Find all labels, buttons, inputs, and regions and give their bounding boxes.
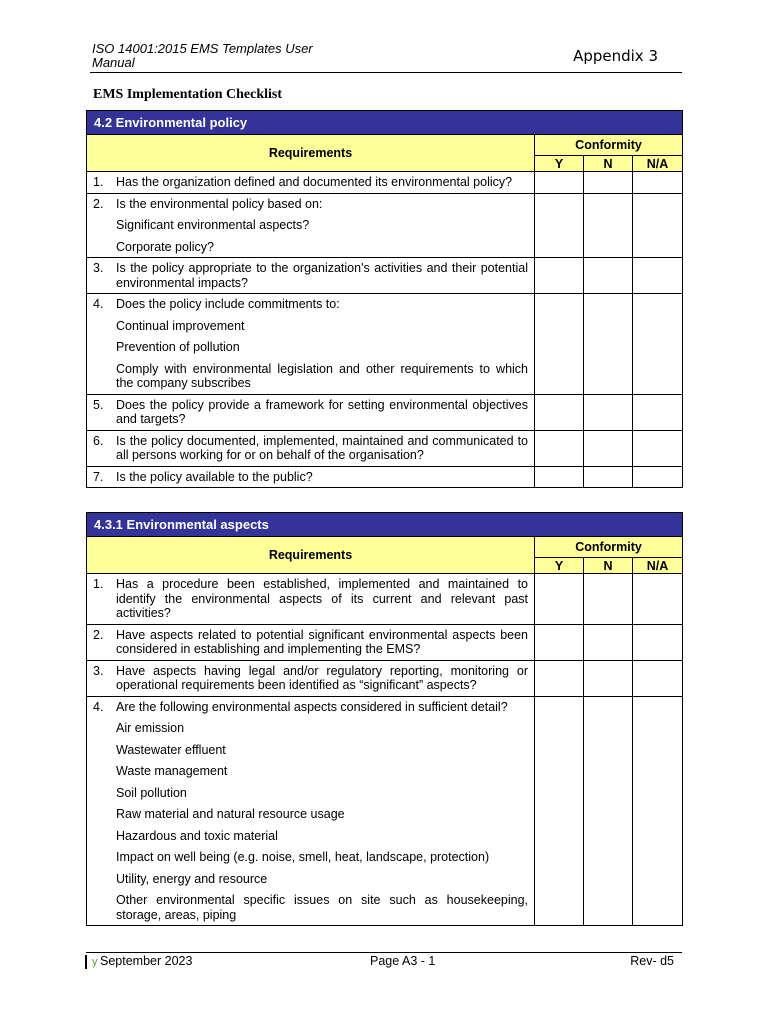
table-row [87, 466, 683, 488]
item-sub-point: Wastewater effluent [116, 742, 226, 757]
footer-page-number: Page A3 - 1 [370, 954, 436, 968]
footer-revision: Rev- d5 [630, 954, 674, 968]
table-row [87, 258, 683, 294]
conformity-n-cell[interactable] [584, 294, 633, 395]
conformity-na-cell[interactable] [633, 660, 683, 696]
conformity-n-cell[interactable] [584, 394, 633, 430]
item-number: 1. [93, 577, 104, 591]
document-title: EMS Implementation Checklist [93, 87, 282, 102]
item-question: Does the policy provide a framework for setting environmental objectives and targets? [116, 397, 528, 426]
conformity-y-cell[interactable] [535, 466, 584, 488]
requirement-cell [87, 394, 535, 430]
conformity-y-cell[interactable] [535, 430, 584, 466]
footer-date: September 2023 [100, 954, 193, 968]
conformity-n-cell[interactable] [584, 430, 633, 466]
conformity-y-cell[interactable] [535, 172, 584, 194]
item-number: 2. [93, 627, 104, 642]
conformity-y-cell[interactable] [535, 294, 584, 395]
item-number: 1. [93, 175, 104, 189]
col-header-na: N/A [633, 558, 683, 574]
item-sub-point: Utility, energy and resource [116, 871, 268, 886]
table-row [87, 624, 683, 660]
conformity-n-cell[interactable] [584, 258, 633, 294]
conformity-na-cell[interactable] [633, 193, 683, 258]
item-sub-point: Corporate policy? [116, 239, 214, 254]
conformity-n-cell[interactable] [584, 574, 633, 625]
col-header-y: Y [535, 558, 584, 574]
requirements-header: Requirements [87, 135, 535, 172]
requirement-cell [87, 258, 535, 294]
item-sub-point: Raw material and natural resource usage [116, 807, 345, 821]
page-header [90, 42, 682, 73]
item-sub-point: Hazardous and toxic material [116, 828, 278, 843]
table-row [87, 430, 683, 466]
item-number: 4. [93, 699, 104, 714]
table-row [87, 294, 683, 395]
item-sub-point: Comply with environmental legislation and other requirements to which the company subscribes [116, 361, 528, 390]
conformity-y-cell[interactable] [535, 394, 584, 430]
item-sub-point: Impact on well being (e.g. noise, smell, heat, landscape, protection) [116, 850, 490, 864]
table-row [87, 193, 683, 258]
item-question: Does the policy include commitments to: [116, 297, 340, 311]
item-sub-point: Prevention of pollution [116, 340, 240, 354]
conformity-na-cell[interactable] [633, 696, 683, 926]
conformity-y-cell[interactable] [535, 660, 584, 696]
requirement-cell [87, 574, 535, 625]
col-header-na: N/A [633, 156, 683, 172]
item-sub-point: Waste management [116, 764, 228, 778]
requirements-header: Requirements [87, 537, 535, 574]
item-question: Have aspects having legal and/or regulatory reporting, monitoring or operational requirements been identified as “significant” aspects? [116, 663, 528, 692]
table-row [87, 394, 683, 430]
header-manual-title: ISO 14001:2015 EMS Templates User Manual [92, 41, 313, 70]
item-number: 2. [93, 196, 104, 211]
conformity-n-cell[interactable] [584, 193, 633, 258]
page-footer [86, 952, 682, 969]
requirement-cell [87, 624, 535, 660]
footer-bar [85, 955, 87, 969]
conformity-na-cell[interactable] [633, 574, 683, 625]
item-number: 7. [93, 469, 104, 484]
conformity-na-cell[interactable] [633, 430, 683, 466]
checklist-table [86, 512, 683, 926]
footer-mark: y [92, 956, 98, 968]
item-sub-point: Continual improvement [116, 318, 245, 333]
item-question: Have aspects related to potential significant environmental aspects been considered in establishing and implementing the EMS? [116, 627, 528, 656]
item-number: 5. [93, 397, 104, 412]
conformity-na-cell[interactable] [633, 258, 683, 294]
conformity-y-cell[interactable] [535, 624, 584, 660]
conformity-na-cell[interactable] [633, 172, 683, 194]
table-row [87, 696, 683, 926]
requirement-cell [87, 696, 535, 926]
conformity-n-cell[interactable] [584, 696, 633, 926]
item-number: 6. [93, 433, 104, 448]
requirement-cell [87, 172, 535, 194]
item-number: 3. [93, 261, 104, 275]
conformity-n-cell[interactable] [584, 660, 633, 696]
item-question: Is the environmental policy based on: [116, 196, 323, 211]
checklist-table [86, 110, 683, 488]
table-row [87, 574, 683, 625]
section-title: 4.2 Environmental policy [87, 111, 683, 135]
requirement-cell [87, 660, 535, 696]
header-appendix-label: Appendix 3 [573, 47, 658, 65]
conformity-y-cell[interactable] [535, 574, 584, 625]
item-question: Has a procedure been established, implemented and maintained to identify the environmental aspects of its current and relevant past activities? [116, 577, 528, 620]
item-question: Are the following environmental aspects considered in sufficient detail? [116, 699, 508, 714]
conformity-na-cell[interactable] [633, 466, 683, 488]
item-sub-point: Air emission [116, 721, 185, 735]
table-row [87, 172, 683, 194]
requirement-cell [87, 430, 535, 466]
table-row [87, 660, 683, 696]
requirement-cell [87, 193, 535, 258]
conformity-n-cell[interactable] [584, 624, 633, 660]
conformity-na-cell[interactable] [633, 394, 683, 430]
conformity-header: Conformity [535, 537, 683, 558]
col-header-n: N [584, 558, 633, 574]
section-title: 4.3.1 Environmental aspects [87, 513, 683, 537]
item-sub-point: Other environmental specific issues on site such as housekeeping, storage, areas, piping [116, 893, 528, 922]
conformity-y-cell[interactable] [535, 193, 584, 258]
item-number: 4. [93, 297, 104, 311]
requirement-cell [87, 294, 535, 395]
item-sub-point: Significant environmental aspects? [116, 218, 310, 232]
conformity-n-cell[interactable] [584, 172, 633, 194]
item-sub-point: Soil pollution [116, 785, 187, 800]
requirement-cell [87, 466, 535, 488]
item-question: Is the policy appropriate to the organization's activities and their potential environmental impacts? [116, 261, 528, 290]
col-header-y: Y [535, 156, 584, 172]
item-question: Is the policy available to the public? [116, 469, 313, 484]
item-question: Is the policy documented, implemented, maintained and communicated to all persons working for or on behalf of the organisation? [116, 433, 528, 462]
item-question: Has the organization defined and documented its environmental policy? [116, 175, 513, 189]
conformity-y-cell[interactable] [535, 696, 584, 926]
section-environmental-aspects [86, 512, 682, 926]
conformity-n-cell[interactable] [584, 466, 633, 488]
conformity-header: Conformity [535, 135, 683, 156]
col-header-n: N [584, 156, 633, 172]
conformity-na-cell[interactable] [633, 294, 683, 395]
item-number: 3. [93, 663, 104, 678]
conformity-y-cell[interactable] [535, 258, 584, 294]
conformity-na-cell[interactable] [633, 624, 683, 660]
section-environmental-policy [86, 110, 682, 488]
